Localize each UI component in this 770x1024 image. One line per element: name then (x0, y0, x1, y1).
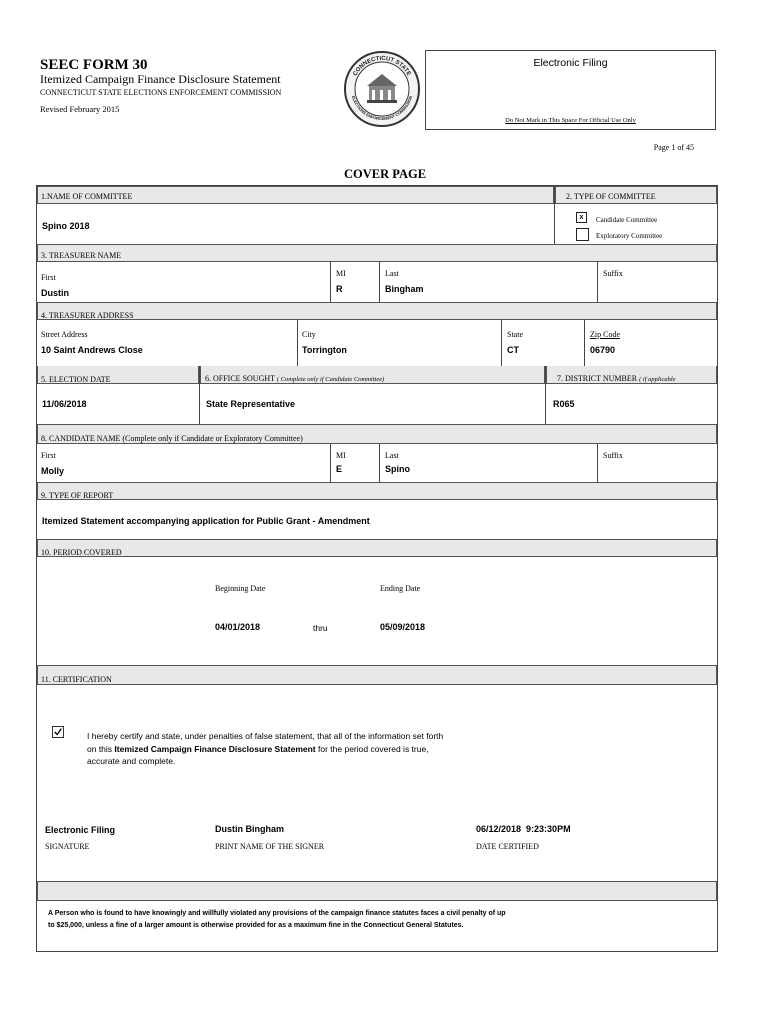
thru-label: thru (313, 623, 328, 633)
office-sought-label (205, 374, 384, 383)
divider (199, 366, 200, 424)
state-seal-icon (343, 50, 421, 128)
treasurer-last-label: Last (385, 269, 399, 278)
section-header-period-covered (37, 539, 717, 557)
state-label: State (507, 330, 523, 339)
exploratory-committee-checkbox[interactable] (576, 228, 589, 241)
cert-line2-pre: on this (87, 743, 115, 754)
election-date-label: 5. ELECTION DATE (41, 375, 111, 384)
signature-label: SIGNATURE (45, 842, 90, 851)
signer-name-label: PRINT NAME OF THE SIGNER (215, 842, 325, 851)
certify-checkbox[interactable] (52, 726, 64, 738)
seal-text-top: CONNECTICUT STATE (352, 55, 412, 78)
period-covered-label: 10. PERIOD COVERED (41, 548, 122, 557)
checkmark-icon (53, 727, 63, 737)
treasurer-first-value[interactable]: Dustin (41, 288, 69, 298)
treasurer-name-label: 3. TREASURER NAME (41, 251, 122, 260)
divider (584, 320, 585, 366)
divider (501, 320, 502, 366)
filing-type-label: Electronic Filing (533, 57, 608, 69)
report-type-value[interactable]: Itemized Statement accompanying application for Public Grant - Amendment (42, 516, 370, 526)
section-header-certification (37, 665, 717, 685)
penalty-line-1: A Person who is found to have knowingly and willfully violated any provisions of the campaign finance statutes faces a civil penalty of up (48, 910, 506, 917)
treasurer-address-label: 4. TREASURER ADDRESS (41, 311, 134, 320)
form-frame (36, 185, 718, 952)
district-number-label (557, 374, 676, 383)
penalty-line-2: to $25,000, unless a fine of a larger amount is otherwise provided for as a maximum fine in the Connecticut General Statutes. (48, 921, 464, 929)
committee-name-value[interactable]: Spino 2018 (42, 221, 90, 231)
candidate-committee-checkbox[interactable]: x (576, 212, 587, 223)
divider (545, 366, 546, 424)
section-header-treasurer-name (37, 244, 717, 262)
election-date-value[interactable]: 11/06/2018 (42, 399, 87, 409)
certification-line-3: accurate and complete. (87, 756, 176, 766)
zip-code-label: Zip Code (590, 330, 620, 339)
divider (297, 320, 298, 366)
form-title: Itemized Campaign Finance Disclosure Statement (40, 72, 281, 86)
divider (597, 262, 598, 302)
section-header-report-type (37, 482, 717, 500)
zip-code-value[interactable]: 06790 (590, 345, 616, 355)
cover-page-title: COVER PAGE (343, 167, 427, 181)
ending-date-label: Ending Date (380, 584, 421, 593)
committee-name-label: 1.NAME OF COMMITTEE (41, 192, 133, 201)
office-sought-note: ( Complete only if Candidate Committee) (276, 376, 385, 383)
city-value[interactable]: Torrington (302, 345, 347, 355)
date-certified-label: DATE CERTIFIED (476, 842, 539, 851)
exploratory-committee-label: Exploratory Committee (596, 232, 663, 240)
state-value[interactable]: CT (507, 345, 519, 355)
signer-name-value[interactable]: Dustin Bingham (215, 824, 284, 834)
candidate-last-value[interactable]: Spino (385, 464, 410, 474)
certification-statement (87, 730, 443, 768)
beginning-date-label: Beginning Date (215, 584, 266, 593)
cert-line2-post: for the period covered is true, (315, 743, 429, 754)
district-number-note: ( if applicable (639, 376, 676, 383)
seal-text-bottom: ELECTIONS ENFORCEMENT COMMISSION (350, 95, 414, 122)
revised-date: Revised February 2015 (40, 104, 120, 114)
divider (379, 262, 380, 302)
city-label: City (302, 330, 316, 339)
agency-name: CONNECTICUT STATE ELECTIONS ENFORCEMENT COMMISSION (40, 88, 282, 97)
beginning-date-value[interactable]: 04/01/2018 (215, 622, 261, 632)
penalty-header-bar (37, 881, 717, 901)
candidate-first-label: First (41, 451, 56, 460)
street-address-value[interactable]: 10 Saint Andrews Close (41, 345, 143, 355)
candidate-committee-label: Candidate Committee (596, 216, 658, 224)
ending-date-value[interactable]: 05/09/2018 (380, 622, 426, 632)
divider (330, 444, 331, 482)
form-number: SEEC FORM 30 (40, 57, 148, 73)
official-use-note: Do Not Mark in This Space For Official Use Only (505, 117, 636, 124)
treasurer-last-value[interactable]: Bingham (385, 284, 424, 294)
certification-line-1: I hereby certify and state, under penalties of false statement, that all of the information set forth (87, 731, 444, 741)
divider (330, 262, 331, 302)
divider (597, 444, 598, 482)
district-number-value[interactable]: R065 (553, 399, 575, 409)
penalty-notice (48, 908, 506, 931)
divider (554, 186, 555, 244)
office-sought-value[interactable]: State Representative (206, 399, 296, 409)
street-address-label: Street Address (41, 330, 88, 339)
office-sought-label-text: 6. OFFICE SOUGHT (205, 374, 275, 383)
divider (379, 444, 380, 482)
page-indicator: Page 1 of 45 (653, 143, 694, 152)
certification-label: 11. CERTIFICATION (41, 675, 112, 684)
candidate-suffix-label: Suffix (603, 451, 623, 460)
section-header-treasurer-address (37, 302, 717, 320)
candidate-name-label: 8. CANDIDATE NAME (Complete only if Candidate or Exploratory Committee) (41, 434, 303, 443)
candidate-mi-value[interactable]: E (336, 464, 343, 474)
treasurer-first-label: First (41, 273, 56, 282)
district-number-label-text: 7. DISTRICT NUMBER (557, 374, 638, 383)
committee-type-label: 2. TYPE OF COMMITTEE (566, 192, 656, 201)
treasurer-mi-value[interactable]: R (336, 284, 343, 294)
report-type-label: 9. TYPE OF REPORT (41, 491, 114, 500)
signature-value[interactable]: Electronic Filing (45, 825, 116, 835)
candidate-last-label: Last (385, 451, 399, 460)
cert-line2-bold: Itemized Campaign Finance Disclosure Statement (114, 743, 316, 754)
candidate-mi-label: MI (336, 451, 346, 460)
treasurer-suffix-label: Suffix (603, 269, 623, 278)
candidate-first-value[interactable]: Molly (41, 466, 65, 476)
treasurer-mi-label: MI (336, 269, 346, 278)
certification-line-2 (87, 743, 443, 756)
date-certified-value[interactable]: 06/12/2018 9:23:30PM (476, 824, 571, 834)
